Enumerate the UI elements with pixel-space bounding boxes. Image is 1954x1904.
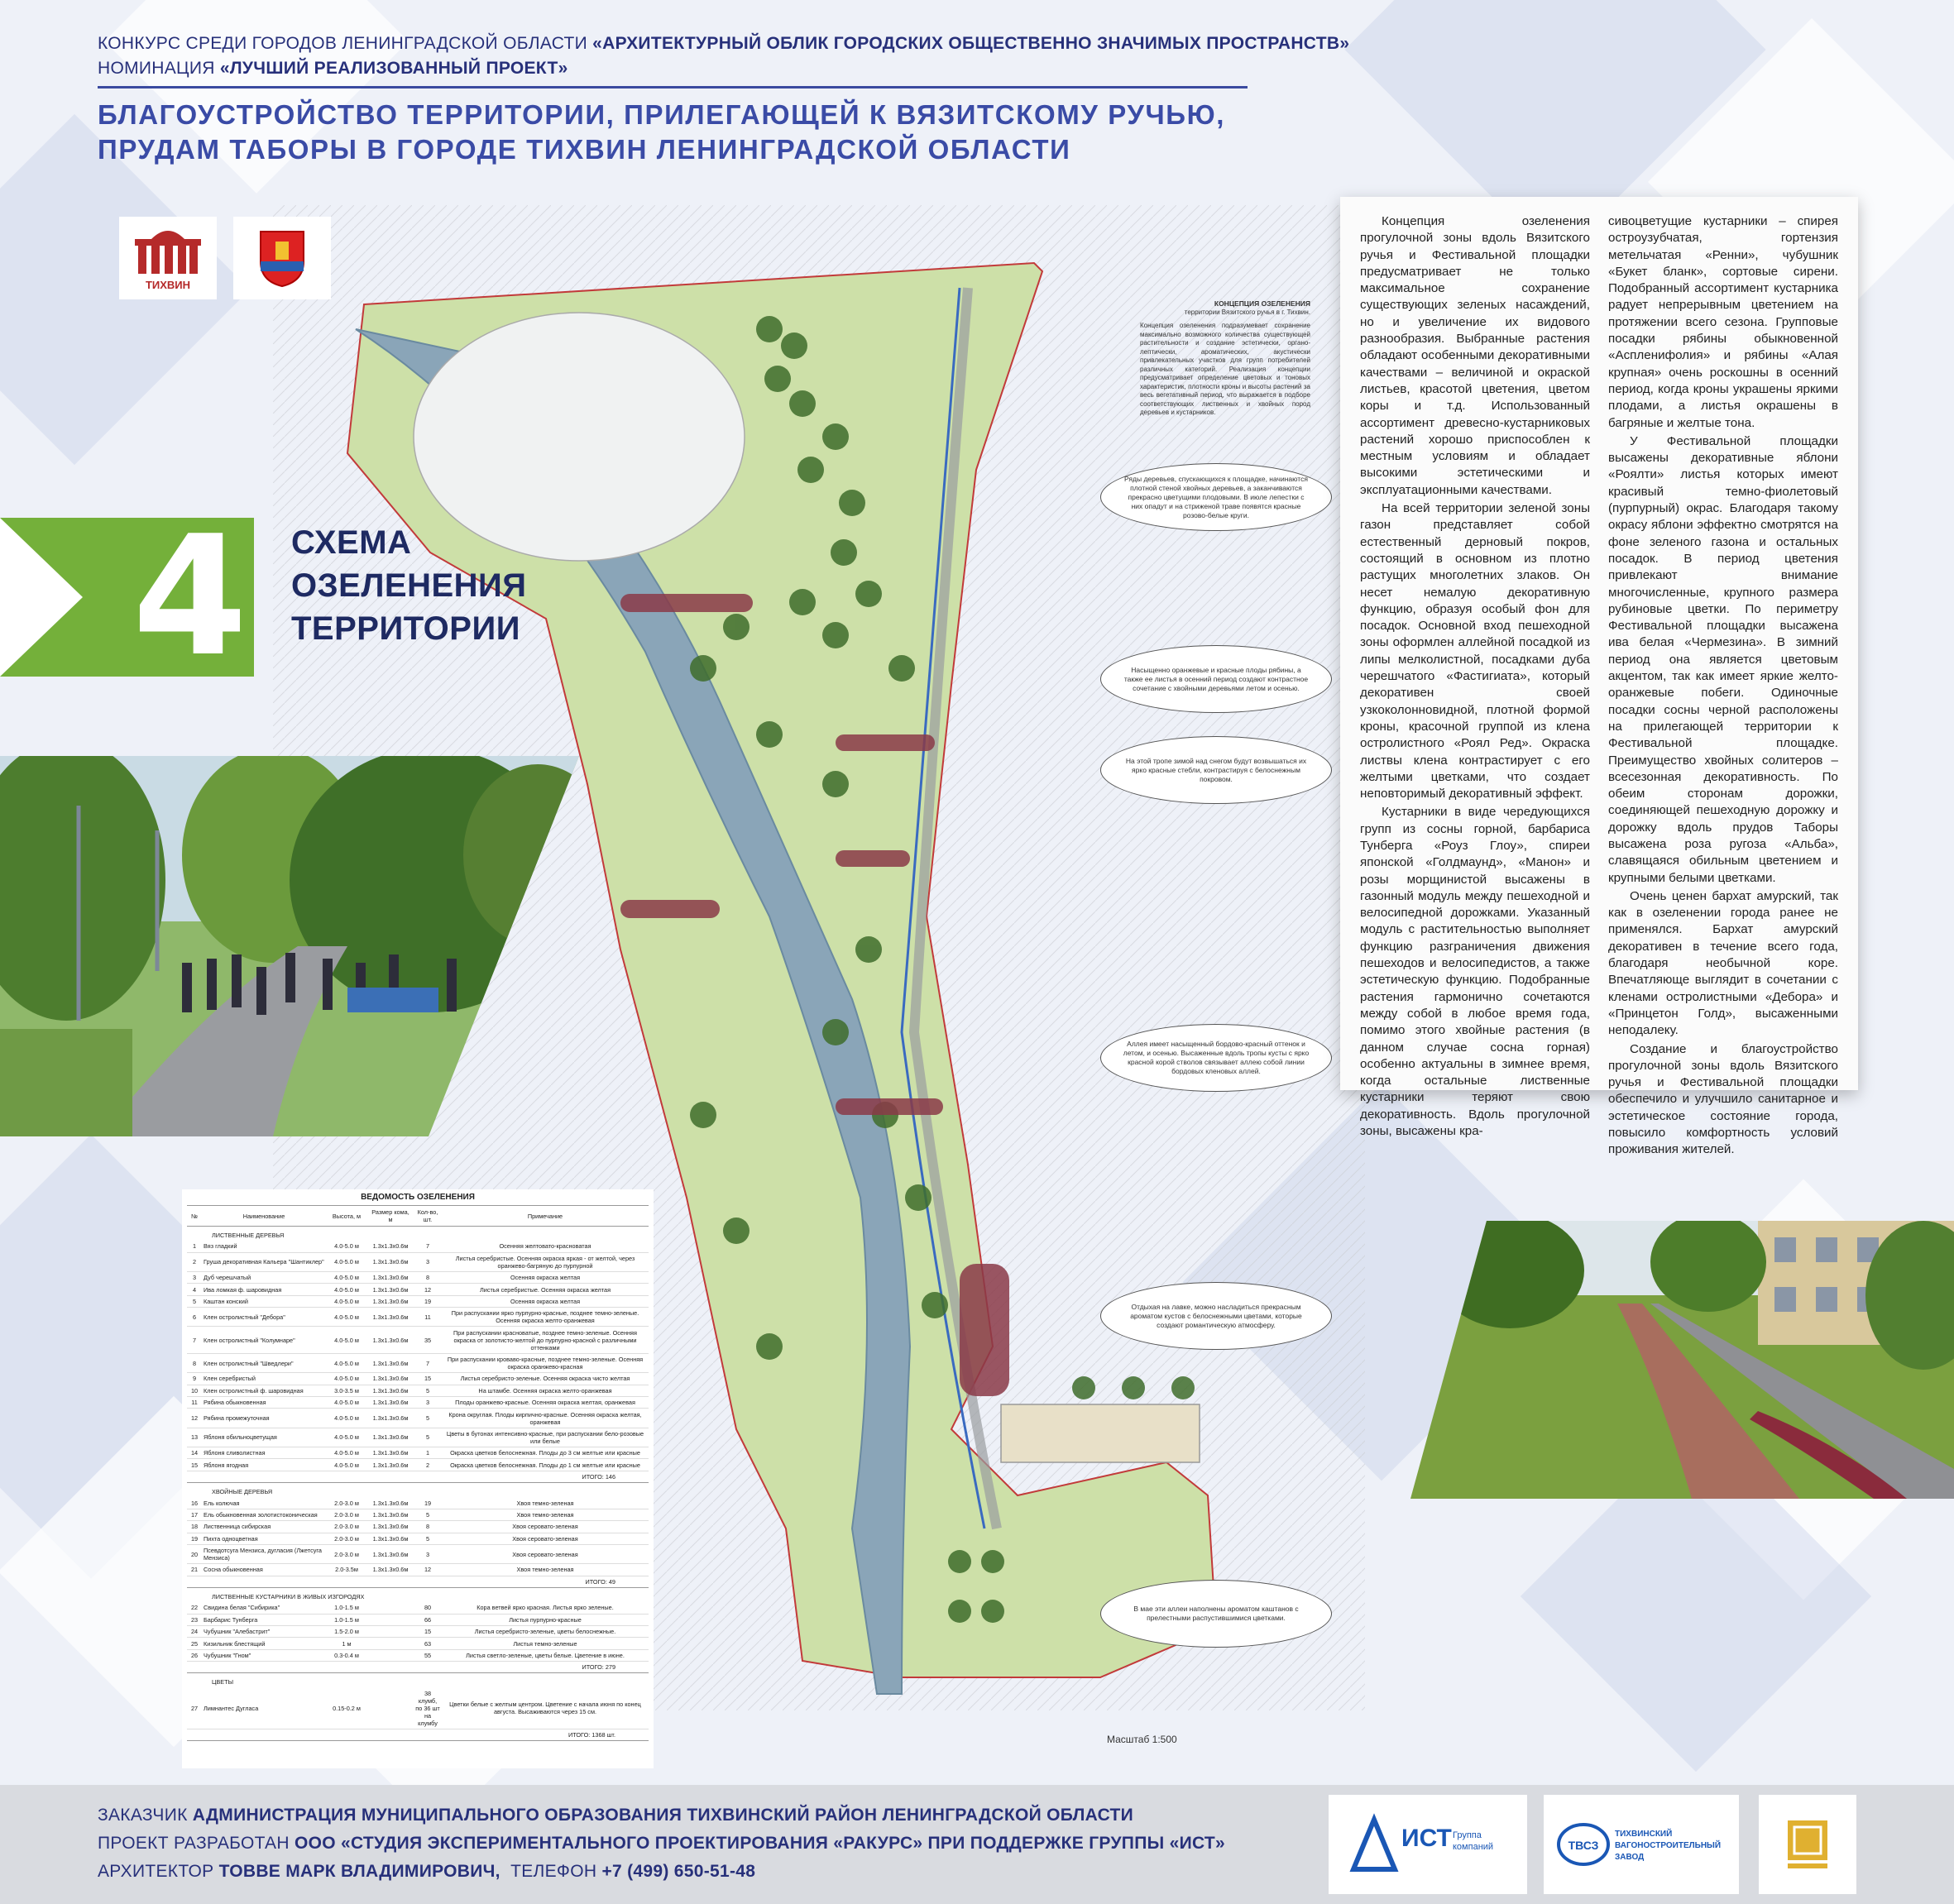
svg-text:ВАГОНОСТРОИТЕЛЬНЫЙ: ВАГОНОСТРОИТЕЛЬНЫЙ (1615, 1841, 1722, 1850)
table-row: 14 Яблоня сливолистная 4.0-5.0 м 1.3х1.3х0.6м 1 Окраска цветков белоснежная. Плоды до 3 см желтые или красные (187, 1447, 649, 1459)
section-title-line-2: ОЗЕЛЕНЕНИЯ (291, 567, 527, 604)
section-number: 4 (132, 500, 248, 693)
callout-1: Ряды деревьев, спускающихся к площадке, начинаются плотной стеной хвойных деревьев, а заканчиваются прекрасно цветущими плодовыми. В июле лепестки с них опадут и на стриженой траве появятся красные розово-белые круги. (1100, 463, 1332, 531)
section-title-line-3: ТЕРРИТОРИИ (291, 610, 520, 647)
description-column-2: сивоцветущие кустарники – спирея остроузубчатая, гортензия метельчатая «Ренни», чубушник «Букет бланк», сортовые сирени. Подобранный ассортимент кустарника радует непрерывным цветением на протяжении всего сезона. Групповые посадки рябины обыкновенной «Аспленифолия» и рябины «Алая крупная» очень роскошны в осенний период, когда кроны украшены яркими плодами, а листья окрашены в багряные и желтые тона. У Фестивальной площадки высажены декоративные яблони «Роялти» листья которых имеют красивый темно-фиолетовый (пурпурный) окрас. Благодаря такому окрасу яблони эффектно смотрятся на фоне зеленого газона и остальных посадок. В период цветения привлекают внимание многочисленные, крупного размера рубиновые цветки. По периметру Фестивальной площадки высажена ива белая «Чермезина». В зимний период она является цветовым акцентом, так как имеет яркие желто-оранжевые побеги. Одиночные посадки сосны черной расположены на прилегающей территории к Фестивальной площадке. Преимущество хвойных солитеров – всесезонная декоративность. По обеим сторонам дорожки, соединяющей пешеходную дорожку и дорожку вдоль прудов Таборы высажена роза ругоза «Альба», славящаяся обильным цветением и крупными белыми цветками. Очень ценен бархат амурский, так как в озеленении города ранее не применялся. Бархат амурский декоративен в течение всего года, благодаря необычной коре. Впечатляюще выглядит в сочетании с кленами остролистными «Дебора» и «Принцетон Голд», высаженными неподалеку. Создание и благоустройство прогулочной зоны вдоль Вязитского ручья и Фестивальной площадки обеспечило и улучшило санитарное и эстетическое состояние города, повысило комфортность условий проживания жителей. (1608, 214, 1838, 1157)
svg-text:компаний: компаний (1453, 1842, 1494, 1852)
callout-4: Аллея имеет насыщенный бордово-красный оттенок и летом, и осенью. Высаженные вдоль тропы кусты с ярко красной корой стволов связывает аллею собой линии бордовых кленовых аллей. (1100, 1024, 1332, 1092)
table-row: 18 Лиственница сибирская 2.0-3.0 м 1.3х1.3х0.6м 8 Хвоя серовато-зеленая (187, 1521, 649, 1533)
table-group-row: ХВОЙНЫЕ ДЕРЕВЬЯ (212, 1488, 273, 1496)
table-row: 12 Рябина промежуточная 4.0-5.0 м 1.3х1.3х0.6м 5 Крона округлая. Плоды кирпично-красные. Осенняя окраска желтая, оранжевая (187, 1409, 649, 1428)
header (98, 31, 1350, 89)
table-row: 22 Свидина белая "Сибирика" 1.0-1.5 м 80 Кора ветвей ярко красная. Листья ярко зеленые. (187, 1602, 649, 1614)
contest-line: КОНКУРС СРЕДИ ГОРОДОВ ЛЕНИНГРАДСКОЙ ОБЛАСТИ «АРХИТЕКТУРНЫЙ ОБЛИК ГОРОДСКИХ ОБЩЕСТВЕННО ЗНАЧИМЫХ ПРОСТРАНСТВ» (98, 34, 1350, 53)
table-row: 7 Клен остролистный "Колумнаре" 4.0-5.0 м 1.3х1.3х0.6м 35 При распускании красноватые, позднее темно-зеленые. Осенняя окраска от золотисто-желтой до пурпурно-красной с различными оттенками (187, 1327, 649, 1353)
architect-line: АРХИТЕКТОР ТОВВЕ МАРК ВЛАДИМИРОВИЧ, ТЕЛЕФОН +7 (499) 650-51-48 (98, 1862, 756, 1881)
svg-text:Группа: Группа (1453, 1830, 1482, 1840)
rakurs-logo (1759, 1795, 1856, 1894)
table-group-row: ЛИСТВЕННЫЕ ДЕРЕВЬЯ (212, 1232, 285, 1239)
table-row: 15 Яблоня ягодная 4.0-5.0 м 1.3х1.3х0.6м 2 Окраска цветков белоснежная. Плоды до 1 см желтые или красные (187, 1459, 649, 1471)
concept-title: КОНЦЕПЦИЯ ОЗЕЛЕНЕНИЯ (1214, 299, 1310, 308)
svg-text:ИСТ: ИСТ (1401, 1825, 1452, 1852)
table-total-row: ИТОГО: 146 (187, 1471, 649, 1482)
planting-schedule (182, 1189, 654, 1768)
scale-label: Масштаб 1:500 (1107, 1734, 1177, 1745)
table-row: 13 Яблоня обильноцветущая 4.0-5.0 м 1.3х1.3х0.6м 5 Цветы в бутонах интенсивно-красные, при распускании бело-розовые или белые (187, 1428, 649, 1447)
table-total-row: ИТОГО: 1368 шт. (187, 1729, 649, 1741)
table-title: ВЕДОМОСТЬ ОЗЕЛЕНЕНИЯ (361, 1193, 475, 1202)
table-row: 5 Каштан конский 4.0-5.0 м 1.3х1.3х0.6м 19 Осенняя окраска желтая (187, 1295, 649, 1307)
tikhvin-logo (119, 217, 217, 299)
table-row: 17 Ель обыкновенная золотистоконическая 2.0-3.0 м 1.3х1.3х0.6м 5 Хвоя темно-зеленая (187, 1509, 649, 1520)
table-row: 21 Сосна обыкновенная 2.0-3.5м 1.3х1.3х0.6м 12 Хвоя темно-зеленая (187, 1564, 649, 1576)
park-photo-right (1410, 1221, 1954, 1499)
table-row: 25 Кизильник блестящий 1 м 63 Листья темно-зеленые (187, 1638, 649, 1649)
title-line-2: ПРУДАМ ТАБОРЫ В ГОРОДЕ ТИХВИН ЛЕНИНГРАДСКОЙ ОБЛАСТИ (98, 134, 1071, 165)
table-row: 24 Чубушник "Алебастрит" 1.5-2.0 м 15 Листья серебристо-зеленые, цветы белоснежные. (187, 1625, 649, 1637)
table-row: 20 Псевдотсуга Мензиса, дугласия (Лжетсуга Мензиса) 2.0-3.0 м 1.3х1.3х0.6м 3 Хвоя серовато-зеленая (187, 1544, 649, 1563)
table-row: 23 Барбарис Тунберга 1.0-1.5 м 66 Листья пурпурно-красные (187, 1614, 649, 1625)
table-row: 16 Ель колючая 2.0-3.0 м 1.3х1.3х0.6м 19 Хвоя темно-зеленая (187, 1497, 649, 1509)
concept-text: Концепция озеленения подразумевает сохранение максимально возможного количества существующей растительности и создание эстетически, органо-лептически, ароматических, акустически привлекательных участков для групп потребителей различных категорий. Реализация концепции предусматривает определение цветовых и тоновых характеристик, плотности кроны и высоты растений за весь вегетативный период, что выражается в подборе соответствующих лиственных и хвойных пород деревьев и кустарников. (1140, 322, 1310, 416)
section-marker (0, 500, 254, 693)
description-panel (1340, 197, 1858, 1157)
table-row: 19 Пихта одноцветная 2.0-3.0 м 1.3х1.3х0.6м 5 Хвоя серовато-зеленая (187, 1533, 649, 1544)
footer (0, 1785, 1954, 1904)
project-line: ПРОЕКТ РАЗРАБОТАН ООО «СТУДИЯ ЭКСПЕРИМЕНТАЛЬНОГО ПРОЕКТИРОВАНИЯ «РАКУРС» ПРИ ПОДДЕРЖКЕ ГРУППЫ «ИСТ» (98, 1834, 1226, 1853)
header-divider (98, 86, 1248, 89)
svg-text:ЗАВОД: ЗАВОД (1615, 1853, 1645, 1862)
coat-of-arms-icon (233, 217, 331, 299)
table-total-row: ИТОГО: 49 (187, 1576, 649, 1587)
table-row: 8 Клен остролистный "Шведлери" 4.0-5.0 м 1.3х1.3х0.6м 7 При распускании кроваво-красные, позднее темно-зеленые. Осенняя окраска оранжево-красная (187, 1353, 649, 1372)
table-row: 1 Вяз гладкий 4.0-5.0 м 1.3х1.3х0.6м 7 Осенняя желтовато-красноватая (187, 1241, 649, 1252)
section-title-line-1: СХЕМА (291, 524, 412, 561)
callout-5: Отдыхая на лавке, можно насладиться прекрасным ароматом кустов с белоснежными цветами, которые создают романтическую атмосферу. (1100, 1282, 1332, 1350)
arrow-icon (0, 518, 83, 677)
page-title (98, 98, 1225, 167)
tvsz-logo (1544, 1795, 1739, 1894)
table-row: 3 Дуб черешчатый 4.0-5.0 м 1.3х1.3х0.6м 8 Осенняя окраска желтая (187, 1271, 649, 1283)
table-row: 6 Клен остролистный "Дебора" 4.0-5.0 м 1.3х1.3х0.6м 11 При распускании ярко пурпурно-красные, позднее темно-зеленые. Осенняя окраска желто-оранжевая (187, 1308, 649, 1327)
section-title (291, 521, 527, 650)
table-group-row: ЦВЕТЫ (212, 1678, 234, 1686)
table-total-row: ИТОГО: 279 (187, 1662, 649, 1673)
concept-note (1140, 299, 1310, 418)
svg-text:ТВСЗ: ТВСЗ (1568, 1839, 1599, 1852)
table-row: 4 Ива ломкая ф. шаровидная 4.0-5.0 м 1.3х1.3х0.6м 12 Листья серебристые. Осенняя окраска желтая (187, 1284, 649, 1295)
tikhvin-logo-text: ТИХВИН (145, 279, 191, 291)
title-line-1: БЛАГОУСТРОЙСТВО ТЕРРИТОРИИ, ПРИЛЕГАЮЩЕЙ К ВЯЗИТСКОМУ РУЧЬЮ, (98, 99, 1226, 130)
planting-table (187, 1205, 649, 1741)
table-row: 10 Клен остролистный ф. шаровидная 3.0-3.5 м 1.3х1.3х0.6м 5 На штамбе. Осенняя окраска желто-оранжевая (187, 1385, 649, 1396)
table-row: 2 Груша декоративная Кальера "Шантиклер" 4.0-5.0 м 1.3х1.3х0.6м 3 Листья серебристые. Осенняя окраска яркая - от желтой, через оранжево-багряную до пурпурной (187, 1252, 649, 1271)
description-column-1: Концепция озеленения прогулочной зоны вдоль Вязитского ручья и Фестивальной площадки предусматривает не только максимальное сохранение существующих зеленых насаждений, но и увеличение их видового разнообразия. Выбранные растения обладают особенными декоративными качествами – величиной и окраской листьев, красотой цветения, цветом коры и т.д. Использованный ассортимент древесно-кустарниковых растений хорошо приспособлен к местным условиям и обладает высокими эстетическими и эксплуатационными качествами. На всей территории зеленой зоны газон представляет собой естественный дерновый покров, состоящий в основном из плотно растущих многолетних злаков. Он несет немалую декоративную функцию, образуя особый фон для посадок. Основной вход пешеходной зоны оформлен аллейной посадкой из липы мелколистной, посадками дуба черешчатого «Фастигиата», который декоративен своей узкоколонновидной, плотной формой кроны, красочной группой из клена остролистного «Роял Ред». Окраска листвы клена контрастирует с его желтыми цветками, что создает неповторимый декоративный эффект. Кустарники в виде чередующихся групп из сосны горной, барбариса Тунберга «Роуз Глоу», спиреи японской «Голдмаунд», «Манон» и розы морщинистой высажены в газонный модуль между пешеходной и велосипедной дорожками. Указанный модуль с растительностью выполняет функцию разграничения движения пешеходов и велосипедистов, а также эстетическую функцию. Подобранные растения гармонично сочетаются между собой в любое время года, помимо этого хвойные растения (в данном случае сосна горная) особенно актуальны в зимнее время, когда остальные лиственные кустарники теряют свою декоративность. Вдоль прогулочной зоны, высажены кра- (1360, 214, 1590, 1139)
client-line: ЗАКАЗЧИК АДМИНИСТРАЦИЯ МУНИЦИПАЛЬНОГО ОБРАЗОВАНИЯ ТИХВИНСКИЙ РАЙОН ЛЕНИНГРАДСКОЙ ОБЛАСТИ (98, 1806, 1134, 1825)
table-row: 11 Рябина обыкновенная 4.0-5.0 м 1.3х1.3х0.6м 3 Плоды оранжево-красные. Осенняя окраска желтая, оранжевая (187, 1396, 649, 1408)
table-header-row: № Наименование Высота, м Размер кома, м Кол-во, шт. Примечание (187, 1206, 649, 1227)
concept-subtitle: территории Вязитского ручья в г. Тихвин. (1184, 308, 1310, 316)
callout-6: В мае эти аллеи наполнены ароматом каштанов с прелестными распустившимися цветками. (1100, 1580, 1332, 1648)
table-group-row: ЛИСТВЕННЫЕ КУСТАРНИКИ В ЖИВЫХ ИЗГОРОДЯХ (212, 1593, 365, 1600)
table-row: 9 Клен серебристый 4.0-5.0 м 1.3х1.3х0.6м 15 Листья серебристо-зеленые. Осенняя окраска чисто желтая (187, 1373, 649, 1385)
table-row: 26 Чубушник "Гном" 0.3-0.4 м 55 Листья светло-зеленые, цветы белые. Цветение в июне. (187, 1649, 649, 1661)
callout-3: На этой тропе зимой над снегом будут возвышаться их ярко красные стебли, контрастируя с белоснежным покровом. (1100, 736, 1332, 804)
nomination-line: НОМИНАЦИЯ «ЛУЧШИЙ РЕАЛИЗОВАННЫЙ ПРОЕКТ» (98, 59, 568, 78)
svg-text:ТИХВИНСКИЙ: ТИХВИНСКИЙ (1615, 1830, 1673, 1839)
table-row: 27 Лимнантес Дугласа 0.15-0.2 м 38 клумб, по 36 шт на клумбу Цветки белые с желтым центром. Цветение с начала июня по конец августа. Высаживаются через 15 см. (187, 1688, 649, 1729)
ist-logo (1329, 1795, 1527, 1894)
callout-2: Насыщенно оранжевые и красные плоды рябины, а также ее листья в осенний период создают контрастное сочетание с хвойными деревьями летом и осенью. (1100, 645, 1332, 713)
